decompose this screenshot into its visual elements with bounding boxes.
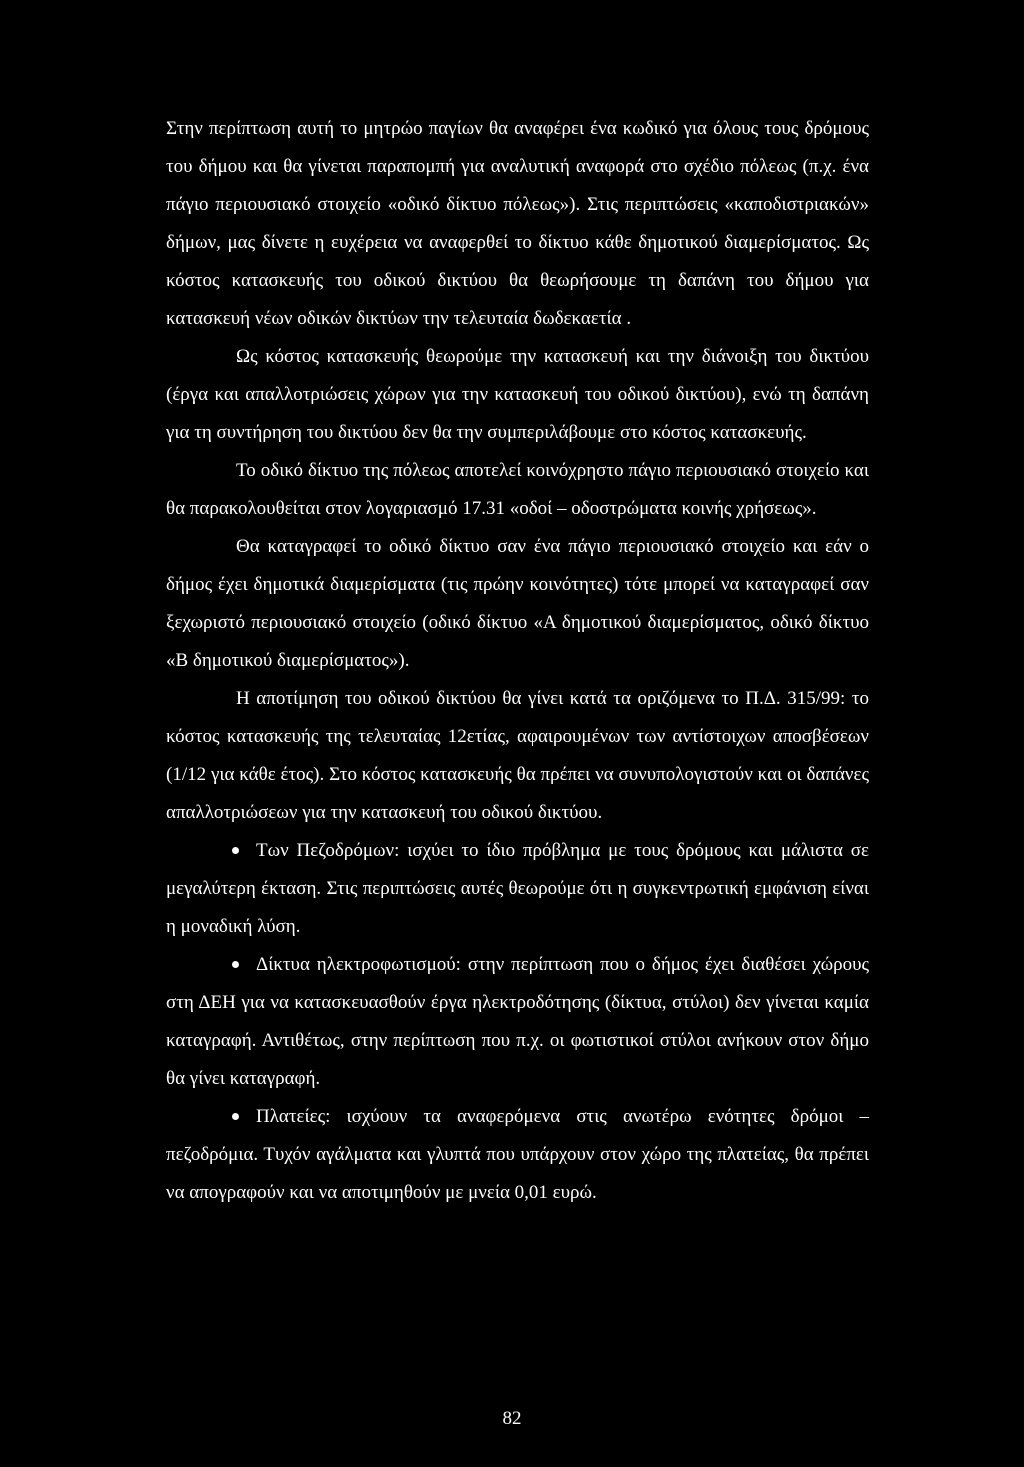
paragraph-1: Στην περίπτωση αυτή το μητρώο παγίων θα αναφέρει ένα κωδικό για όλους τους δρόμους του δήμου και θα γίνεται παραπομπή για αναλυτική αναφορά στο σχέδιο πόλεως (π.χ. ένα πάγιο περιουσιακό στοιχείο «οδικό δίκτυο πόλεως»). Στις περιπτώσεις «καποδιστριακών» δήμων, μας δίνετε η ευχέρεια να αναφερθεί το δίκτυο κάθε δημοτικού διαμερίσματος. Ως κόστος κατασκευής του οδικού δικτύου θα θεωρήσουμε τη δαπάνη του δήμου για κατασκευή νέων οδικών δικτύων την τελευταία δωδεκαετία . — [166, 118, 869, 329]
bullet-text: Των Πεζοδρόμων: ισχύει το ίδιο πρόβλημα με τους δρόμους και μάλιστα σε μεγαλύτερη έκταση. Στις περιπτώσεις αυτές θεωρούμε ότι η συγκεντρωτική εμφάνιση είναι η μοναδική λύση. — [166, 840, 869, 937]
bullet-icon — [232, 1113, 239, 1120]
paragraph-5: Η αποτίμηση του οδικού δικτύου θα γίνει κατά τα οριζόμενα το Π.Δ. 315/99: το κόστος κατασκευής της τελευταίας 12ετίας, αφαιρουμένων των αντίστοιχων αποσβέσεων (1/12 για κάθε έτος). Στο κόστος κατασκευής θα πρέπει να συνυπολογιστούν και οι δαπάνες απαλλοτριώσεων για την κατασκευή του οδικού δικτύου. — [166, 688, 869, 823]
document-body — [166, 110, 869, 1212]
page-number: 82 — [502, 1408, 522, 1429]
bullet-item-squares — [166, 1098, 869, 1212]
bullet-icon — [232, 961, 239, 968]
paragraph-2: Ως κόστος κατασκευής θεωρούμε την κατασκευή και την διάνοιξη του δικτύου (έργα και απαλλοτριώσεις χώρων για την κατασκευή του οδικού δικτύου), ενώ τη δαπάνη για τη συντήρηση του δικτύου δεν θα την συμπεριλάβουμε στο κόστος κατασκευής. — [166, 346, 869, 443]
bullet-text: Δίκτυα ηλεκτροφωτισμού: στην περίπτωση που ο δήμος έχει διαθέσει χώρους στη ΔΕΗ για να κατασκευασθούν έργα ηλεκτροδότησης (δίκτυα, στύλοι) δεν γίνεται καμία καταγραφή. Αντιθέτως, στην περίπτωση που π.χ. οι φωτιστικοί στύλοι ανήκουν στον δήμο θα γίνει καταγραφή. — [166, 954, 869, 1089]
bullet-item-lighting-networks — [166, 946, 869, 1098]
bullet-item-pedestrian-streets — [166, 832, 869, 946]
bullet-text: Πλατείες: ισχύουν τα αναφερόμενα στις ανωτέρω ενότητες δρόμοι – πεζοδρόμια. Τυχόν αγάλματα και γλυπτά που υπάρχουν στον χώρο της πλατείας, θα πρέπει να απογραφούν και να αποτιμηθούν με μνεία 0,01 ευρώ. — [166, 1106, 869, 1203]
bullet-icon — [232, 847, 239, 854]
paragraph-3: Το οδικό δίκτυο της πόλεως αποτελεί κοινόχρηστο πάγιο περιουσιακό στοιχείο και θα παρακολουθείται στον λογαριασμό 17.31 «οδοί – οδοστρώματα κοινής χρήσεως». — [166, 460, 869, 519]
paragraph-4: Θα καταγραφεί το οδικό δίκτυο σαν ένα πάγιο περιουσιακό στοιχείο και εάν ο δήμος έχει δημοτικά διαμερίσματα (τις πρώην κοινότητες) τότε μπορεί να καταγραφεί σαν ξεχωριστό περιουσιακό στοιχείο (οδικό δίκτυο «Α δημοτικού διαμερίσματος, οδικό δίκτυο «Β δημοτικού διαμερίσματος»). — [166, 536, 869, 671]
